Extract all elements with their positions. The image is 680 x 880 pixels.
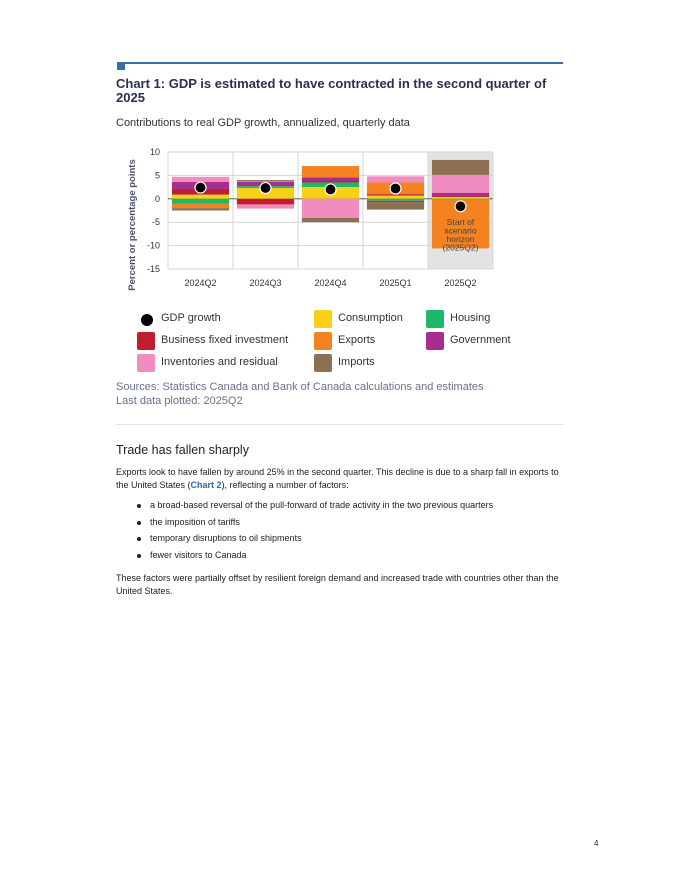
bar-segment: [367, 196, 424, 199]
x-tick-label: 2025Q1: [379, 278, 412, 288]
chart-sources: [116, 380, 484, 408]
annotation-line: (2025Q2): [442, 242, 479, 253]
legend-swatch: [314, 354, 332, 372]
legend-label: GDP growth: [161, 312, 221, 324]
section-divider: [116, 424, 563, 425]
legend-swatch: [137, 354, 155, 372]
bar-segment: [302, 181, 359, 182]
bar-segment: [302, 166, 359, 177]
chart-title: Chart 1: GDP is estimated to have contracted in the second quarter of 2025: [116, 76, 547, 105]
list-item: a broad-based reversal of the pull-forward of trade activity in the two previous quarters: [116, 500, 566, 517]
x-tick-label: 2024Q3: [249, 278, 282, 288]
trade-paragraph: [116, 466, 566, 492]
bar-segment: [172, 208, 229, 210]
y-tick-label: 5: [154, 170, 160, 181]
legend-label: Government: [450, 334, 511, 346]
bar-segment: [367, 201, 424, 202]
bar-segment: [367, 199, 424, 201]
bar-segment: [302, 218, 359, 222]
list-item: the imposition of tariffs: [116, 517, 566, 534]
gdp-contributions-chart: [120, 143, 500, 303]
gdp-growth-point: [195, 182, 206, 193]
bar-segment: [172, 195, 229, 199]
legend-swatch: [426, 310, 444, 328]
section-heading: Trade has fallen sharply: [116, 443, 249, 457]
bar-segment: [172, 199, 229, 204]
trade-paragraph-text-start: Exports look to have fallen by around 25% in the second quarter. This decline is due to a sharp fall in exports to the United States (: [116, 467, 559, 490]
y-tick-label: -5: [151, 217, 160, 228]
chart-subtitle: Contributions to real GDP growth, annualized, quarterly data: [116, 117, 410, 129]
legend-label: Consumption: [338, 312, 403, 324]
annotation-line: horizon: [446, 234, 475, 244]
y-tick-label: 10: [149, 147, 160, 157]
y-axis-label: Percent or percentage points: [127, 159, 138, 291]
bar-segment: [302, 177, 359, 181]
list-item: fewer visitors to Canada: [116, 550, 566, 567]
bar-segment: [237, 204, 294, 208]
annotation-line: Start of: [446, 217, 475, 227]
legend-label: Housing: [450, 312, 491, 324]
list-item: temporary disruptions to oil shipments: [116, 533, 566, 550]
legend-swatch: [137, 332, 155, 350]
bar-segment: [432, 196, 489, 197]
annotation-line: scenario: [444, 225, 477, 236]
bar-segment: [172, 177, 229, 182]
bar-segment: [432, 175, 489, 193]
gdp-growth-point: [390, 183, 401, 194]
gdp-growth-point: [455, 201, 466, 212]
bar-segment: [172, 203, 229, 208]
legend-label: Imports: [338, 356, 375, 368]
gdp-growth-point: [325, 184, 336, 195]
offset-paragraph: These factors were partially offset by resilient foreign demand and increased trade with countries other than the United States.: [116, 573, 559, 596]
header-rule: [117, 62, 563, 64]
legend-label: Business fixed investment: [161, 334, 289, 346]
bar-segment: [432, 199, 489, 200]
legend-swatch: [314, 310, 332, 328]
y-tick-label: 0: [154, 193, 160, 204]
bar-segment: [302, 199, 359, 218]
legend-swatch: [314, 332, 332, 350]
bar-segment: [237, 180, 294, 181]
x-tick-label: 2024Q2: [184, 278, 217, 288]
bar-segment: [432, 160, 489, 175]
legend-dot-marker: [141, 314, 153, 326]
page-number: 4: [594, 839, 599, 848]
sources-line: Sources: Statistics Canada and Bank of Canada calculations and estimates: [116, 381, 484, 393]
bar-segment: [367, 202, 424, 209]
legend-swatch: [426, 332, 444, 350]
last-data-line: Last data plotted: 2025Q2: [116, 395, 243, 407]
legend-label: Inventories and residual: [161, 356, 278, 368]
bar-segment: [237, 181, 294, 182]
factors-list: [116, 500, 566, 566]
bar-segment: [367, 176, 424, 182]
y-tick-label: -10: [146, 240, 160, 251]
x-tick-label: 2024Q4: [314, 278, 347, 288]
trade-paragraph-text-end: ), reflecting a number of factors:: [221, 480, 349, 490]
y-tick-label: -15: [146, 264, 160, 274]
gdp-growth-point: [260, 183, 271, 194]
x-tick-label: 2025Q2: [444, 278, 477, 288]
header-rule-marker: [117, 62, 125, 70]
bar-segment: [432, 197, 489, 199]
legend-label: Exports: [338, 334, 376, 346]
bar-segment: [432, 193, 489, 196]
bar-segment: [237, 199, 294, 205]
chart-2-link[interactable]: Chart 2: [190, 480, 222, 490]
